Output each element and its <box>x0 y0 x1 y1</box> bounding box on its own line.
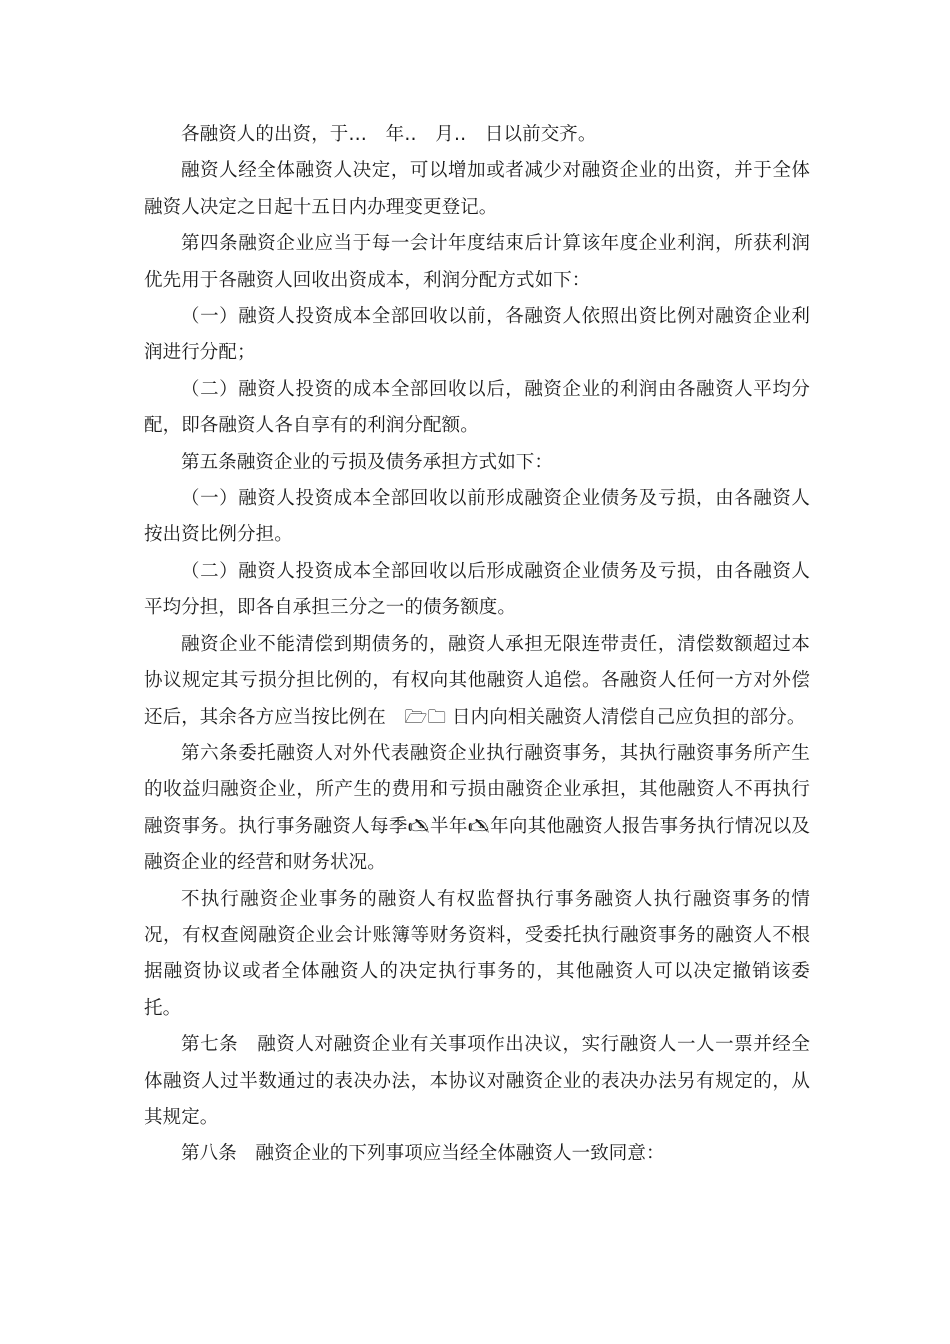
paragraph-article-4-item-1: （一）融资人投资成本全部回收以前，各融资人依照出资比例对融资企业利润进行分配； <box>144 306 810 364</box>
paragraph-article-6: 第六条委托融资人对外代表融资企业执行融资事务，其执行融资事务所产生的收益归融资企业，所产生的费用和亏损由融资企业承担，其他融资人不再执行融资事务。执行事务融资人每季🖎半年🖎年向其他融资人报告事务执行情况以及融资企业的经营和财务状况。 <box>144 742 810 874</box>
paragraph-article-5: 第五条融资企业的亏损及债务承担方式如下： <box>181 451 554 473</box>
paragraph-article-4-item-2: （二）融资人投资的成本全部回收以后，融资企业的利润由各融资人平均分配，即各融资人各自享有的利润分配额。 <box>144 378 810 437</box>
document-body <box>144 117 810 1173</box>
paragraph-contribution-deadline: 各融资人的出资，于… 年‥ 月‥ 日以前交齐。 <box>181 124 597 145</box>
paragraph-article-7: 第七条 融资人对融资企业有关事项作出决议，实行融资人一人一票并经全体融资人过半数通过的表决办法，本协议对融资企业的表决办法另有规定的，从其规定。 <box>144 1034 810 1128</box>
paragraph-supervision: 不执行融资企业事务的融资人有权监督执行事务融资人执行融资事务的情况，有权查阅融资企业会计账簿等财务资料，受委托执行融资事务的融资人不根据融资协议或者全体融资人的决定执行事务的，其他融资人可以决定撤销该委托。 <box>144 888 810 1019</box>
paragraph-article-4: 第四条融资企业应当于每一会计年度结束后计算该年度企业利润，所获利润优先用于各融资人回收出资成本，利润分配方式如下： <box>144 233 810 291</box>
paragraph-capital-change: 融资人经全体融资人决定，可以增加或者减少对融资企业的出资，并于全体融资人决定之日起十五日内办理变更登记。 <box>144 160 810 218</box>
paragraph-joint-liability: 融资企业不能清偿到期债务的，融资人承担无限连带责任，清偿数额超过本协议规定其亏损分担比例的，有权向其他融资人追偿。各融资人任何一方对外偿还后，其余各方应当按比例在 🗁🗀 日内向相关融资人清偿自己应负担的部分。 <box>144 633 810 728</box>
paragraph-article-5-item-2: （二）融资人投资成本全部回收以后形成融资企业债务及亏损，由各融资人平均分担，即各自承担三分之一的债务额度。 <box>144 560 810 619</box>
paragraph-article-8: 第八条 融资企业的下列事项应当经全体融资人一致同意： <box>181 1143 665 1165</box>
paragraph-article-5-item-1: （一）融资人投资成本全部回收以前形成融资企业债务及亏损，由各融资人按出资比例分担。 <box>144 488 810 546</box>
